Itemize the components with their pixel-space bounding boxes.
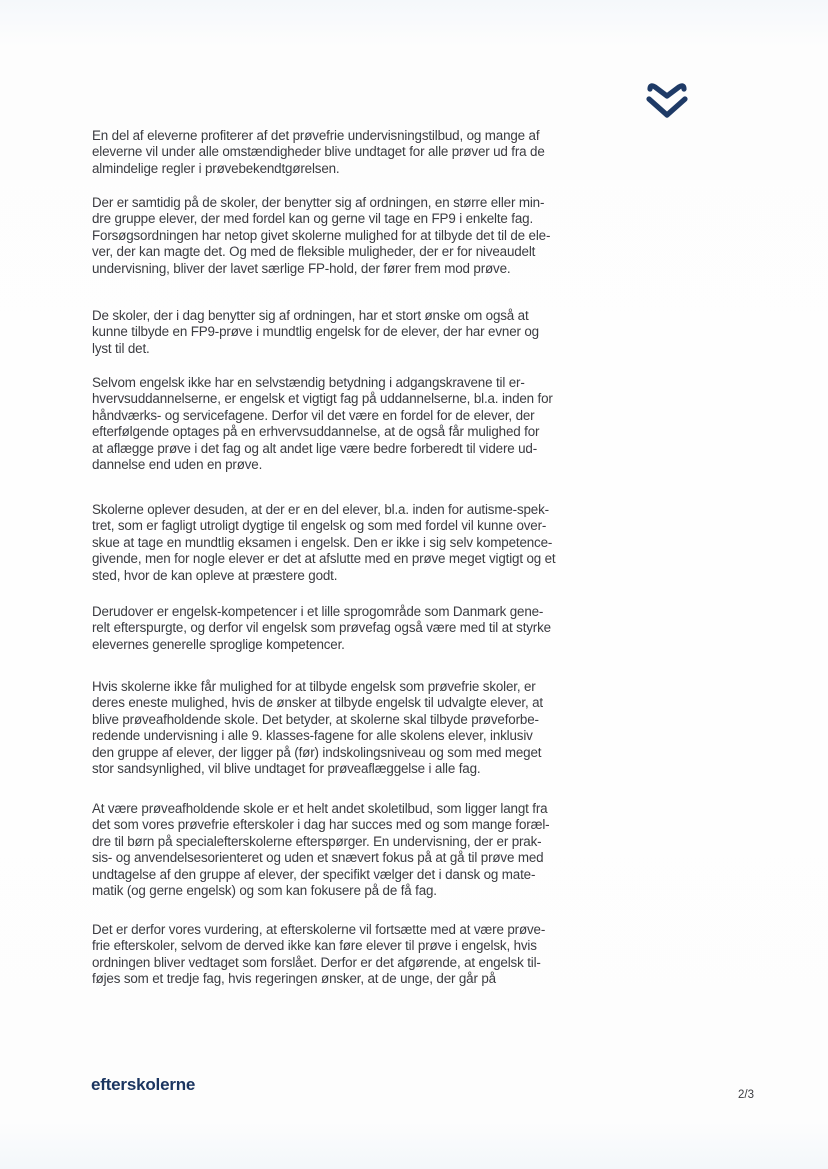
paragraph-6: Derudover er engelsk-kompetencer i et lille sprogområde som Danmark gene- relt efterspurgte, og derfor vil engelsk som prøvefag også være med til at styrke elevernes generelle sproglige kompetencer. <box>92 604 551 652</box>
paragraph-4: Selvom engelsk ikke har en selvstændig betydning i adgangskravene til er- hvervsuddannelserne, er engelsk et vigtigt fag på uddannelserne, bl.a. inden for håndværks- og servicefagene. Derfor vil det være en fordel for de elever, der efterfølgende optages på en erhvervsuddannelse, at de også får mulighed for at aflægge prøve i det fag og alt andet lige være bedre forberedt til videre ud- dannelse end uden en prøve. <box>92 375 553 473</box>
page-number: 2/3 <box>738 1089 754 1101</box>
paragraph-3: De skoler, der i dag benytter sig af ordningen, har et stort ønske om også at kunne tilbyde en FP9-prøve i mundtlig engelsk for de elever, der har evner og lyst til det. <box>92 308 539 356</box>
paragraph-8: At være prøveafholdende skole er et helt andet skoletilbud, som ligger langt fra det som vores prøvefrie efterskoler i dag har succes med og som mange foræl- dre til børn på specialefterskolerne efterspørger. En undervisning, der er prak- sis- og anvendelsesorienteret og uden et snævert fokus på at gå til prøve med undtagelse af den gruppe af elever, der specifikt vælger det i dansk og mate- matik (og gerne engelsk) og som kan fokusere på de få fag. <box>92 801 550 899</box>
paragraph-2: Der er samtidig på de skoler, der benytter sig af ordningen, en større eller min- dre gruppe elever, der med fordel kan og gerne vil tage en FP9 i enkelte fag. Forsøgsordningen har netop givet skolerne mulighed for at tilbyde det til de ele- ver, der kan magte det. Og med de fleksible muligheder, der er for niveaudelt undervisning, bliver der lavet særlige FP-hold, der fører frem mod prøve. <box>92 195 551 276</box>
paragraph-9: Det er derfor vores vurdering, at efterskolerne vil fortsætte med at være prøve- frie efterskoler, selvom de derved ikke kan føre elever til prøve i engelsk, hvis ordningen bliver vedtaget som forslået. Derfor er det afgørende, at engelsk til- føjes som et tredje fag, hvis regeringen ønsker, at de unge, der går på <box>92 922 546 987</box>
brand-wordmark: efterskolerne <box>91 1075 196 1094</box>
paragraph-7: Hvis skolerne ikke får mulighed for at tilbyde engelsk som prøvefrie skoler, er deres eneste mulighed, hvis de ønsker at tilbyde engelsk til udvalgte elever, at blive prøveafholdende skole. Det betyder, at skolerne skal tilbyde prøveforbe- redende undervisning i alle 9. klasses-fagene for alle skolens elever, inklusiv den gruppe af elever, der ligger på (før) indskolingsniveau og som med meget stor sandsynlighed, vil blive undtaget for prøveaflæggelse i alle fag. <box>92 679 543 777</box>
paragraph-5: Skolerne oplever desuden, at der er en del elever, bl.a. inden for autisme-spek- tret, som er fagligt utroligt dygtige til engelsk og som med fordel vil kunne over- skue at tage en mundtlig eksamen i engelsk. Den er ikke i sig selv kompetence- givende, men for nogle elever er det at afslutte med en prøve meget vigtigt og et sted, hvor de kan opleve at præstere godt. <box>92 502 556 583</box>
heart-logo-icon <box>643 82 691 122</box>
paragraph-1: En del af eleverne profiterer af det prøvefrie undervisningstilbud, og mange af eleverne vil under alle omstændigheder blive undtaget for alle prøver ud fra de almindelige regler i prøvebekendtgørelsen. <box>92 128 545 176</box>
